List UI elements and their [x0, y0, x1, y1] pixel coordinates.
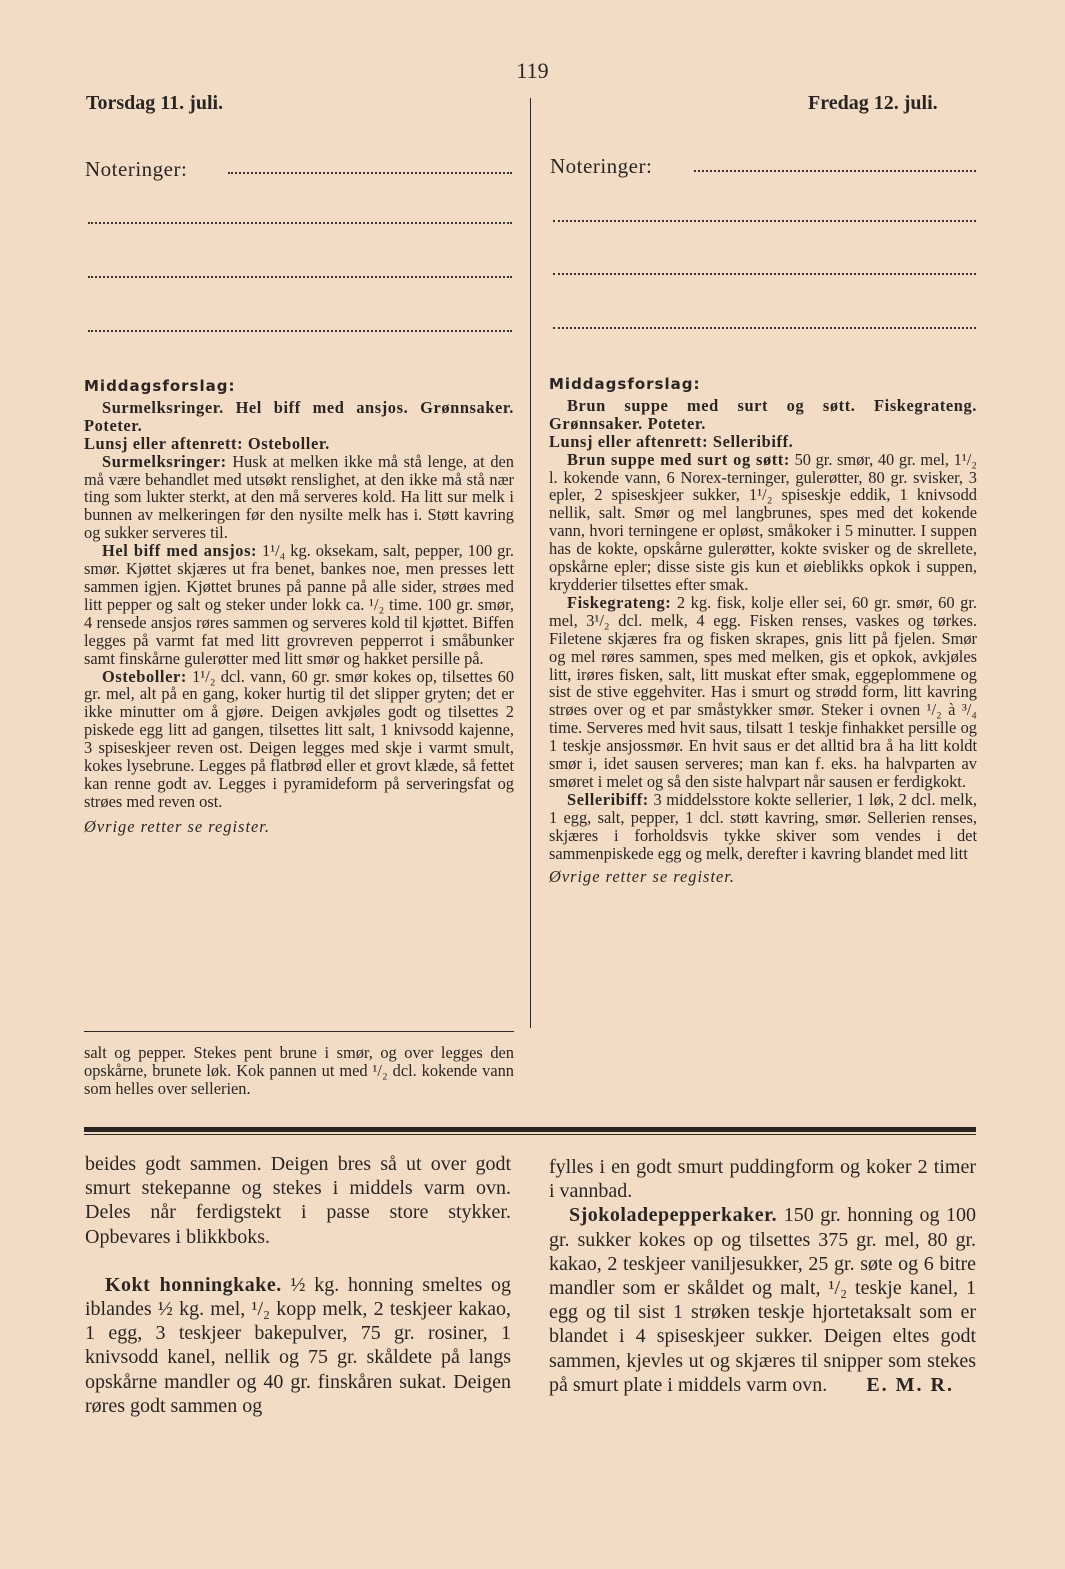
notes-line-left-2	[88, 222, 512, 224]
notes-line-right-2	[553, 220, 976, 222]
other-dishes-left: Øvrige retter se register.	[84, 816, 270, 836]
bottom-left-paragraph: beides godt sammen. Deigen bres så ut over godt smurt stekepanne og stekes i middels varm ovn. Deles når ferdigstekt i passe store stykker. Opbevares i blikkboks.	[85, 1153, 511, 1248]
divider-thick	[84, 1127, 976, 1132]
recipe-text: 2 kg. fisk, kolje eller sei, 60 gr. smør, 60 gr. mel, 3¹/₂ dcl. melk, 4 egg. Fisken renses, vaskes og tørkes. Filetene skjæres fra og fisken skrapes, gnis litt på fjelen. Smør og mel røres sammen, spes med melken, gis et opkok, avkjøles litt, irøres fisken, salt, litt muskat efter smak, eggeplommene og sist de stive eggehviter. Has i smurt og strødd form, litt kavring strøes over og et par småstykker smør. Steker i ovnen ¹/₂ à ³/₄ time. Serveres med hvit saus, tilsatt 1 teskje finhakket persille og 1 teskje ansjossmør. En hvit saus er det alltid bra å ha litt koldt smør i, idet sausen serveres; man kan f. eks. ha halvparten av smøret i melet og så den siste halvpart når sausen er ferdigkokt.	[549, 592, 977, 791]
notes-line-left-3	[88, 276, 512, 278]
separator-left	[84, 1031, 514, 1032]
left-recipes	[84, 378, 514, 836]
continuation-left	[84, 1044, 514, 1098]
day-heading-left: Torsdag 11. juli.	[86, 92, 224, 114]
recipe-title: Surmelksringer:	[102, 451, 227, 471]
dinner-menu-left: Surmelksringer. Hel biff med ansjos. Grønnsaker. Poteter.	[84, 397, 514, 435]
signature: E. M. R.	[866, 1373, 954, 1396]
recipe-text: 1¹/₄ kg. oksekam, salt, pepper, 100 gr. smør. Kjøttet skjæres ut fra benet, bankes noe, men presses lett sammen igjen. Kjøttet brunes på panne på alle sider, strøes med litt pepper og salt og steker under lokk ca. ¹/₂ time. 100 gr. smør, 4 rensede ansjos røres sammen og serveres kold til kjøttet. Biffen legges på varmt fat med litt grovreven pepperrot i småbunker samt finskårne gulerøtter med litt smør og hakket persille på.	[84, 541, 514, 668]
recipe-text: ½ kg. honning smeltes og iblandes ½ kg. mel, ¹/₂ kopp melk, 2 teskjeer kakao, 1 egg, 3 teskjeer bakepulver, 75 gr. rosiner, 1 knivsodd kanel, nellik og 75 gr. skåldete på langs opskårne mandler og 40 gr. finskåren sukat. Deigen røres godt sammen og	[85, 1273, 512, 1417]
recipe-text: 150 gr. honning og 100 gr. sukker kokes op og tilsettes 375 gr. mel, 80 gr. kakao, 2 teskjeer vaniljesukker, 25 gr. søte og 6 bitre mandler som er skåldet og malt, ¹/₂ teskje kanel, 1 egg og til sist 1 strøken teskje hjortetaksalt som er blandet i 4 spiseskjeer sukker. Deigen eltes godt sammen, kjevles ut og skjæres til snipper som stekes på smurt plate i middels varm ovn.	[549, 1204, 976, 1396]
recipe-text: 3 middelsstore kokte sellerier, 1 løk, 2 dcl. melk, 1 egg, salt, pepper, 1 dcl. støtt kavring, smør. Sellerien renses, skjæres i forholdsvis tykke skiver som vendes i det sammenpiskede egg og melk, derefter i kavring blandet med litt	[549, 789, 977, 863]
divider-thin	[84, 1134, 976, 1135]
lunch-right: Lunsj eller aftenrett: Selleribiff.	[549, 431, 794, 451]
notes-label-right: Noteringer:	[550, 154, 653, 178]
recipe-title: Sjokoladepepperkaker.	[569, 1204, 778, 1227]
bottom-right-text	[549, 1155, 976, 1397]
recipe-title: Brun suppe med surt og søtt:	[567, 449, 790, 469]
recipe-title: Selleribiff:	[567, 789, 649, 809]
recipe-title: Kokt honningkake.	[105, 1273, 282, 1296]
continuation-text: salt og pepper. Stekes pent brune i smør, og over legges den opskårne, brunete løk. Kok pannen ut med ¹/₂ dcl. kokende vann som helles over sellerien.	[84, 1043, 514, 1098]
notes-line-left-4	[88, 330, 512, 332]
other-dishes-right: Øvrige retter se register.	[549, 867, 735, 887]
recipe-title: Osteboller:	[102, 666, 187, 686]
right-recipes	[549, 376, 977, 886]
recipe-text: Husk at melken ikke må stå lenge, at den må være behandlet med utsøkt renslighet, at den ikke må stå nær ting som lukter sterkt, at den må serveres kold. Ha litt sur melk i bunnen av melkeringen før den nysilte melk has i. Støtt kavring og sukker serveres til.	[84, 451, 514, 543]
dinner-menu-right: Brun suppe med surt og søtt. Fiskegrateng. Grønnsaker. Poteter.	[549, 395, 977, 433]
bottom-right-paragraph: fylles i en godt smurt puddingform og koker 2 timer i vannbad.	[549, 1156, 976, 1203]
recipe-title: Fiskegrateng:	[567, 592, 672, 612]
day-heading-right: Fredag 12. juli.	[808, 92, 938, 114]
bottom-left-text	[85, 1152, 511, 1418]
notes-line-right-4	[553, 327, 976, 329]
recipe-text: 1¹/₂ dcl. vann, 60 gr. smør kokes op, tilsettes 60 gr. mel, alt på en gang, koker hurtig til det slipper gryten; det er ikke minutter om å gjøre. Deigen avkjøles godt og tilsettes 2 piskede egg litt ad gangen, tilsettes litt salt, 1 knivsodd kajenne, 3 spiseskjeer reven ost. Deigen legges med skje i varmt smult, kokes lysebrune. Legges på flatbrød eller et grovt klæde, så fettet kan renne godt av. Legges i pyramideform på serveringsfat og strøes med reven ost.	[84, 666, 514, 811]
lunch-left: Lunsj eller aftenrett: Osteboller.	[84, 433, 330, 453]
notes-line-right-3	[553, 273, 976, 275]
notes-line-right-1	[694, 170, 976, 172]
notes-label-left: Noteringer:	[85, 157, 188, 181]
notes-line-left-1	[228, 172, 512, 174]
recipe-text: 50 gr. smør, 40 gr. mel, 1¹/₂ l. kokende vann, 6 Norex-terninger, gulerøtter, 80 gr. svisker, 3 epler, 2 spiseskjeer sukker, 1¹/₂ spiseskje eddik, 1 knivsodd nellik, salt. Smør og mel langbrunes, spes med det kokende vann, hvori terningene er opløst, småkoker i 5 minutter. I suppen has de kokte, opskårne gulerøtter, kokte svisker og de skrellete, opskårne epler; disse siste gis kun et øieblikks opkok i suppen, krydderier tilsettes efter smak.	[549, 449, 977, 594]
dinner-label-left: Middagsforslag:	[84, 377, 236, 395]
page-number: 119	[516, 58, 549, 83]
recipe-title: Hel biff med ansjos:	[102, 541, 258, 561]
dinner-label-right: Middagsforslag:	[549, 375, 701, 393]
column-divider	[530, 98, 531, 1028]
